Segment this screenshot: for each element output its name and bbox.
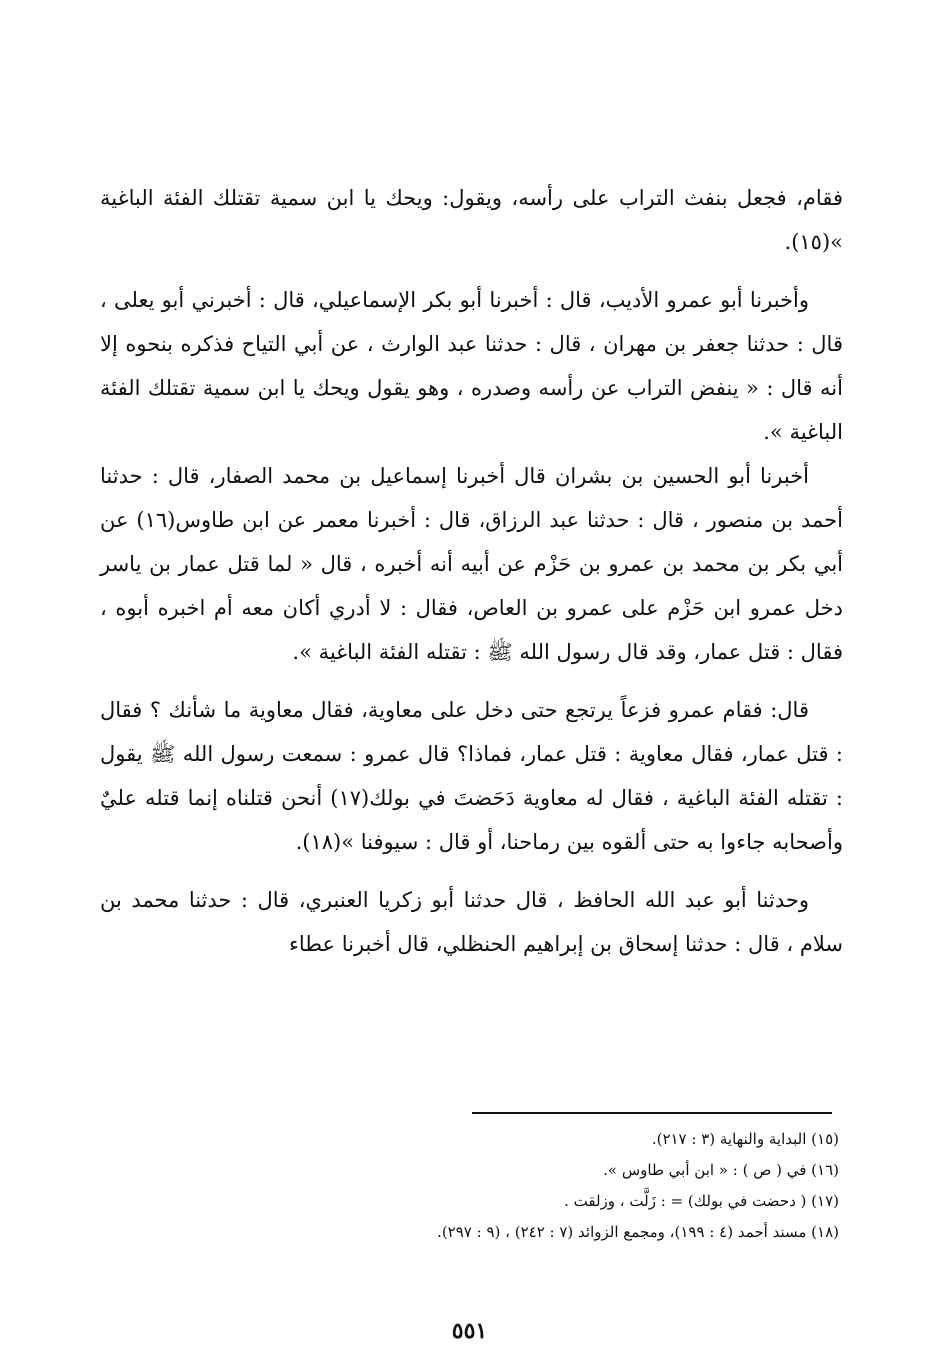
footnote-17: (١٧) ( دحضت في بولك) = : زَلَّت ، وزلقت . <box>564 1192 839 1210</box>
paragraph-1: فقام، فجعل بنفث التراب على رأسه، ويقول: ويحك يا ابن سمية تقتلك الفئة الباغية »(١٥). <box>100 186 843 254</box>
footnote-18: (١٨) مسند أحمد (٤ : ١٩٩)، ومجمع الزوائد (٧ : ٢٤٢) ، (٩ : ٢٩٧). <box>437 1223 839 1241</box>
footnote-16: (١٦) في ( ص ) : « ابن أبي طاوس ». <box>603 1161 839 1179</box>
paragraph-5: وحدثنا أبو عبد الله الحافظ ، قال حدثنا أبو زكريا العنبري، قال : حدثنا محمد بن سلام ، قال : حدثنا إسحاق بن إبراهيم الحنظلي، قال أخبرنا عطاء <box>100 888 843 956</box>
page-number: ٥٥١ <box>451 1318 488 1344</box>
footnote-15: (١٥) البداية والنهاية (٣ : ٢١٧). <box>651 1130 839 1148</box>
footnote-divider <box>472 1112 832 1114</box>
paragraph-3: أخبرنا أبو الحسين بن بشران قال أخبرنا إسماعيل بن محمد الصفار، قال : حدثنا أحمد بن منصور ، قال : حدثنا عبد الرزاق، قال : أخبرنا معمر عن ابن طاوس(١٦) عن أبي بكر بن محمد بن عمرو بن حَزْم عن أبيه أنه أخبره ، قال « لما قتل عمار بن ياسر دخل عمرو ابن حَزْم على عمرو بن العاص، فقال : لا أدري أكان معه أم اخبره أبوه ، فقال : قتل عمار، وقد قال رسول الله ﷺ : تقتله الفئة الباغية ». <box>100 464 843 664</box>
footnotes <box>100 1124 839 1248</box>
paragraph-4: قال: فقام عمرو فزعاً يرتجع حتى دخل على معاوية، فقال معاوية ما شأنك ؟ فقال : قتل عمار، فقال معاوية : قتل عمار، فماذا؟ قال عمرو : سمعت رسول الله ﷺ يقول : تقتله الفئة الباغية ، فقال له معاوية دَحَضتَ في بولك(١٧) أنحن قتلناه إنما قتله عليٌ وأصحابه جاءوا به حتى ألقوه بين رماحنا، أو قال : سيوفنا »(١٨). <box>100 698 843 854</box>
main-text <box>100 176 843 966</box>
paragraph-2: وأخبرنا أبو عمرو الأديب، قال : أخبرنا أبو بكر الإسماعيلي، قال : أخبرني أبو يعلى ، قال : حدثنا جعفر بن مهران ، قال : حدثنا عبد الوارث ، عن أبي التياح فذكره بنحوه إلا أنه قال : « ينفض التراب عن رأسه وصدره ، وهو يقول ويحك يا ابن سمية تقتلك الفئة الباغية ». <box>100 288 843 444</box>
